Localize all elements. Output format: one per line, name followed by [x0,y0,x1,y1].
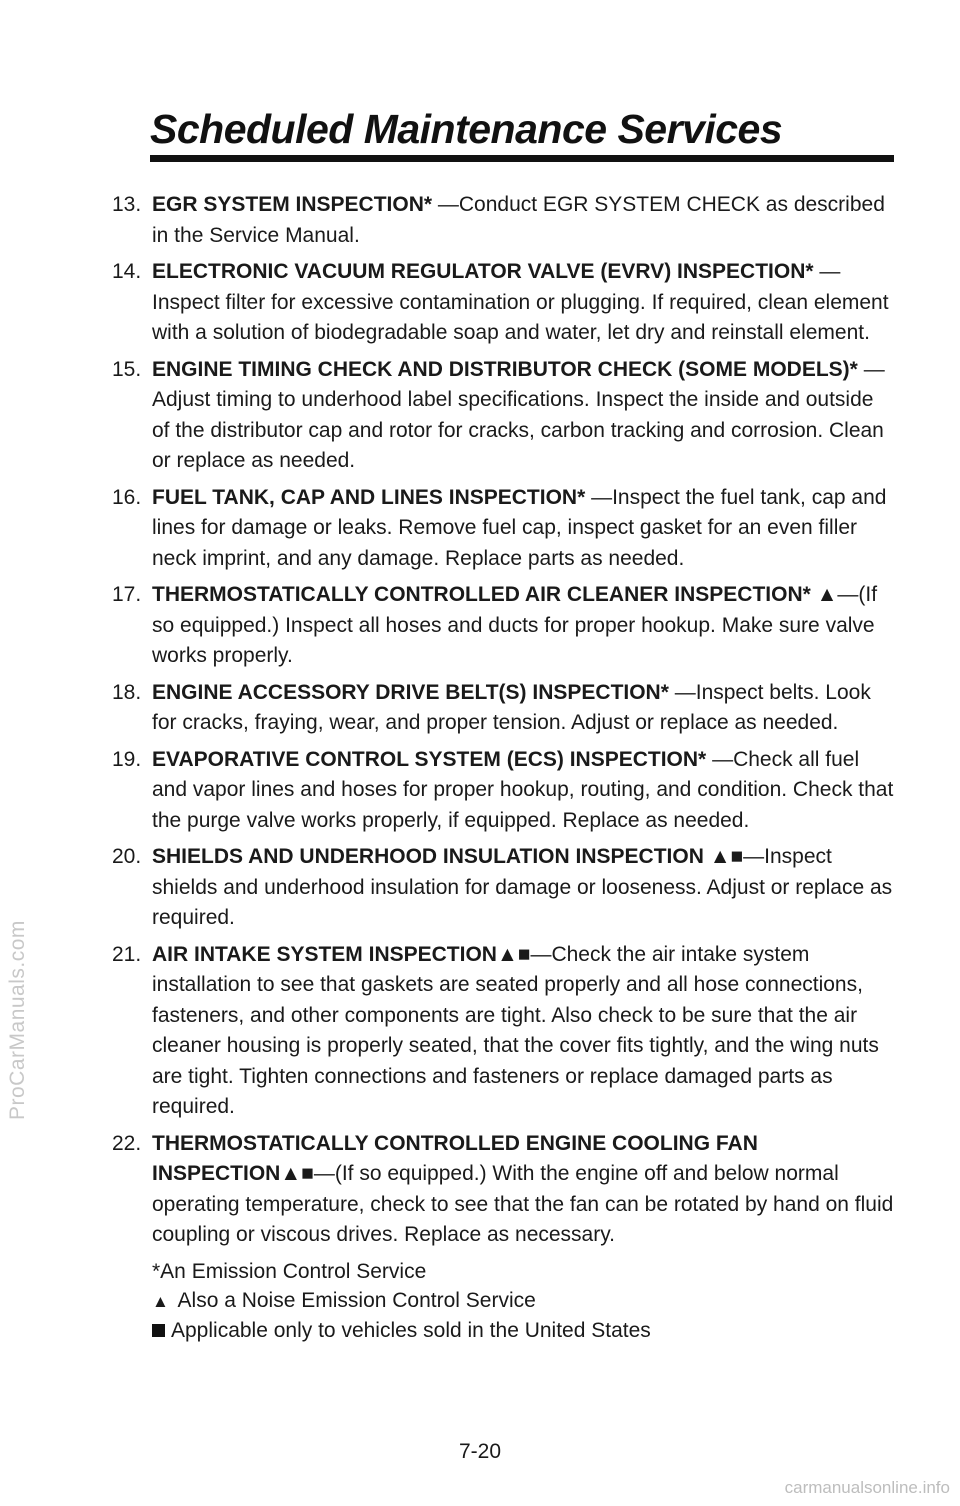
page-title: Scheduled Maintenance Services [150,106,783,152]
item-text [152,580,894,672]
item-heading: ENGINE ACCESSORY DRIVE BELT(S) INSPECTION* [152,680,669,704]
footnotes [152,1257,894,1345]
item-heading: FUEL TANK, CAP AND LINES INSPECTION* [152,485,586,509]
list-item [112,483,894,575]
item-body: —Check all fuel and vapor lines and hoses for proper hookup, routing, and condition. Check that the purge valve works properly, if equipped. Replace as needed. [152,747,894,832]
item-heading: ENGINE TIMING CHECK AND DISTRIBUTOR CHECK (SOME MODELS)* [152,357,858,381]
item-heading: THERMOSTATICALLY CONTROLLED AIR CLEANER INSPECTION* [152,583,811,606]
item-body: ▲—(If so equipped.) Inspect all hoses and ducts for proper hookup. Make sure valve works properly. [152,583,878,667]
item-body: —Inspect the fuel tank, cap and lines for damage or leaks. Remove fuel cap, inspect gasket for an even filler neck imprint, and any damage. Replace parts as needed. [152,485,887,570]
item-number: 16. [112,485,142,509]
item-text [152,1129,894,1251]
item-body: —Inspect belts. Look for cracks, fraying, wear, and proper tension. Adjust or replace as needed. [152,680,871,734]
item-number: 21. [112,942,142,966]
item-number: 15. [112,357,142,381]
footnote-us-text: Applicable only to vehicles sold in the United States [171,1318,651,1342]
item-text [152,483,894,575]
maintenance-list [112,190,894,1345]
item-body: —Adjust timing to underhood label specifications. Inspect the inside and outside of the distributor cap and rotor for cracks, carbon tracking and corrosion. Clean or replace as needed. [152,357,885,472]
item-text [152,745,894,837]
list-item [112,190,894,251]
item-number: 13. [112,193,142,216]
item-number: 22. [112,1131,142,1155]
item-heading: EGR SYSTEM INSPECTION* [152,193,433,216]
item-body: —Check the air intake system installation to see that gaskets are seated properly and all hose connections, fasteners, and other components are tight. Also check to be sure that the air cleaner housing is properly seated, that the cover fits tightly, and the wing nuts are tight. Tighten connections and fasteners or replace damaged parts as required. [152,942,879,1118]
footnote-noise-text: Also a Noise Emission Control Service [177,1288,536,1312]
item-text [152,257,894,349]
square-icon [152,1324,165,1337]
list-item [112,842,894,934]
item-heading: ELECTRONIC VACUUM REGULATOR VALVE (EVRV) INSPECTION* [152,260,814,283]
page-number: 7-20 [458,1440,502,1463]
footnote-us [152,1316,894,1345]
footnote-emission: *An Emission Control Service [152,1259,427,1283]
item-number: 14. [112,260,142,283]
item-body: —(If so equipped.) With the engine off and below normal operating temperature, check to see that the fan can be rotated by hand on fluid coupling or viscous drives. Replace as necessary. [152,1162,894,1246]
item-number: 20. [112,845,142,868]
bottom-watermark: carmanualsonline.info [784,1478,950,1497]
list-item [112,678,894,739]
item-heading: AIR INTAKE SYSTEM INSPECTION▲■ [152,942,531,966]
title-rule [150,155,894,162]
item-heading: EVAPORATIVE CONTROL SYSTEM (ECS) INSPECTION* [152,747,707,771]
item-number: 18. [112,680,142,704]
list-item [112,355,894,477]
item-number: 19. [112,747,142,771]
list-item [112,580,894,672]
triangle-icon: ▲ [152,1291,169,1311]
item-text [152,842,894,934]
item-text [152,678,894,739]
item-body: —Conduct EGR SYSTEM CHECK as described in the Service Manual. [152,193,885,247]
item-number: 17. [112,583,142,606]
list-item [112,745,894,837]
list-item [112,940,894,1123]
item-body: —Inspect shields and underhood insulation for damage or looseness. Adjust or replace as required. [152,845,893,929]
item-body: —Inspect filter for excessive contamination or plugging. If required, clean element with a solution of biodegradable soap and water, let dry and reinstall element. [152,260,889,344]
item-heading: SHIELDS AND UNDERHOOD INSULATION INSPECTION ▲■ [152,845,744,868]
item-text [152,940,894,1123]
list-item [112,1129,894,1251]
item-text [152,355,894,477]
footnote-noise [152,1286,894,1316]
side-watermark: ProCarManuals.com [6,920,29,1120]
item-text [152,190,894,251]
list-item [112,257,894,349]
item-heading: THERMOSTATICALLY CONTROLLED ENGINE COOLING FAN INSPECTION▲■ [152,1131,758,1185]
